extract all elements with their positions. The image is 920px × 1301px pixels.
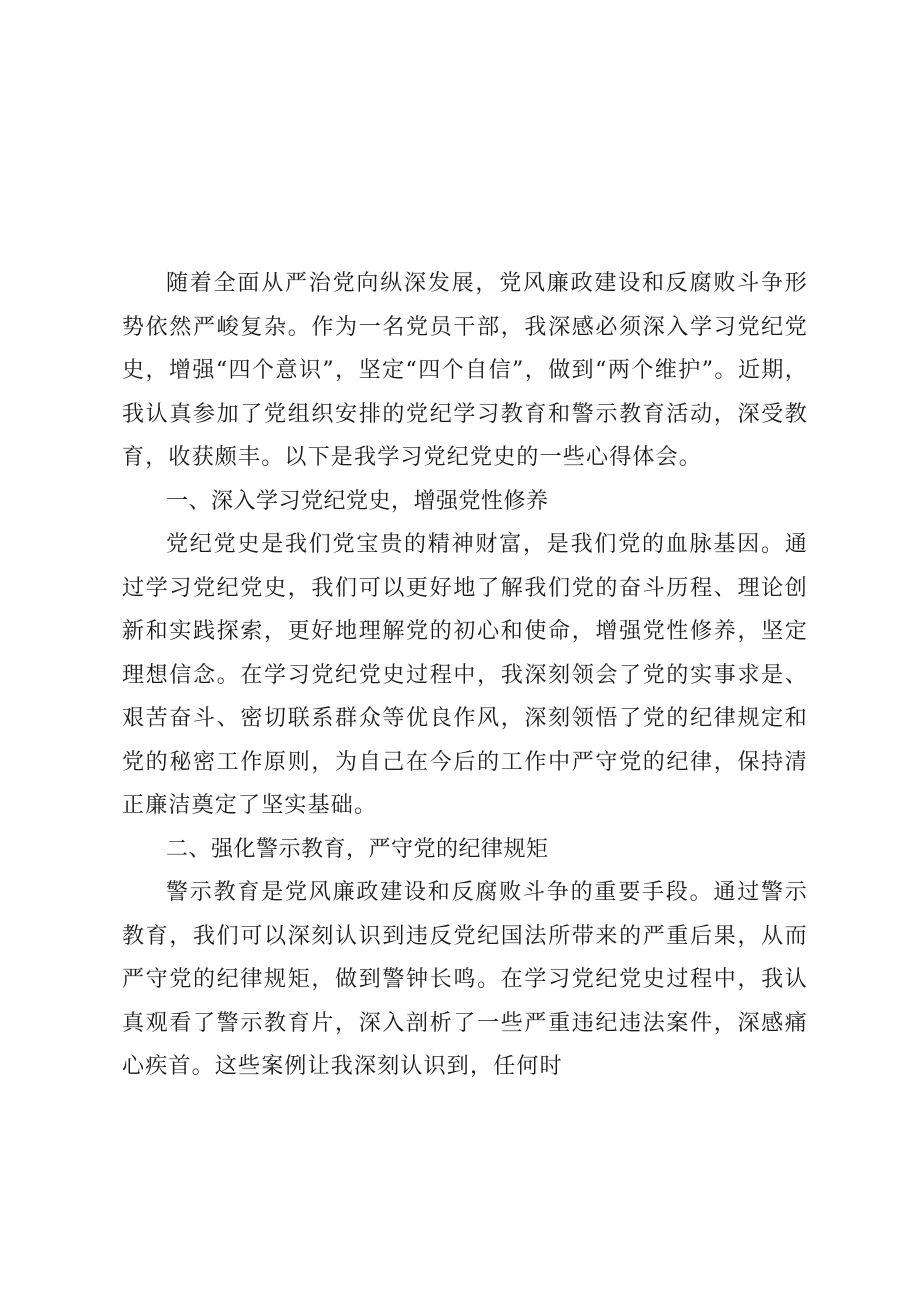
intro-paragraph: 随着全面从严治党向纵深发展，党风廉政建设和反腐败斗争形势依然严峻复杂。作为一名党员干部，我深感必须深入学习党纪党史，增强“四个意识”，坚定“四个自信”，做到“两个维护”。近期，我认真参加了党组织安排的党纪学习教育和警示教育活动，深受教育，收获颇丰。以下是我学习党纪党史的一些心得体会。 bbox=[122, 271, 808, 470]
section-2-paragraph: 警示教育是党风廉政建设和反腐败斗争的重要手段。通过警示教育，我们可以深刻认识到违反党纪国法所带来的严重后果，从而严守党的纪律规矩，做到警钟长鸣。在学习党纪党史过程中，我认真观看了警示教育片，深入剖析了一些严重违纪违法案件，深感痛心疾首。这些案例让我深刻认识到，任何时 bbox=[122, 880, 808, 1079]
section-heading-1: 一、深入学习党纪党史，增强党性修养 bbox=[166, 488, 549, 514]
document-body bbox=[122, 262, 808, 1089]
section-1-paragraph: 党纪党史是我们党宝贵的精神财富，是我们党的血脉基因。通过学习党纪党史，我们可以更好地了解我们党的奋斗历程、理论创新和实践探索，更好地理解党的初心和使命，增强党性修养，坚定理想信念。在学习党纪党史过程中，我深刻领会了党的实事求是、艰苦奋斗、密切联系群众等优良作风，深刻领悟了党的纪律规定和党的秘密工作原则，为自己在今后的工作中严守党的纪律，保持清正廉洁奠定了坚实基础。 bbox=[122, 532, 808, 818]
section-heading-2: 二、强化警示教育，严守党的纪律规矩 bbox=[166, 836, 549, 862]
